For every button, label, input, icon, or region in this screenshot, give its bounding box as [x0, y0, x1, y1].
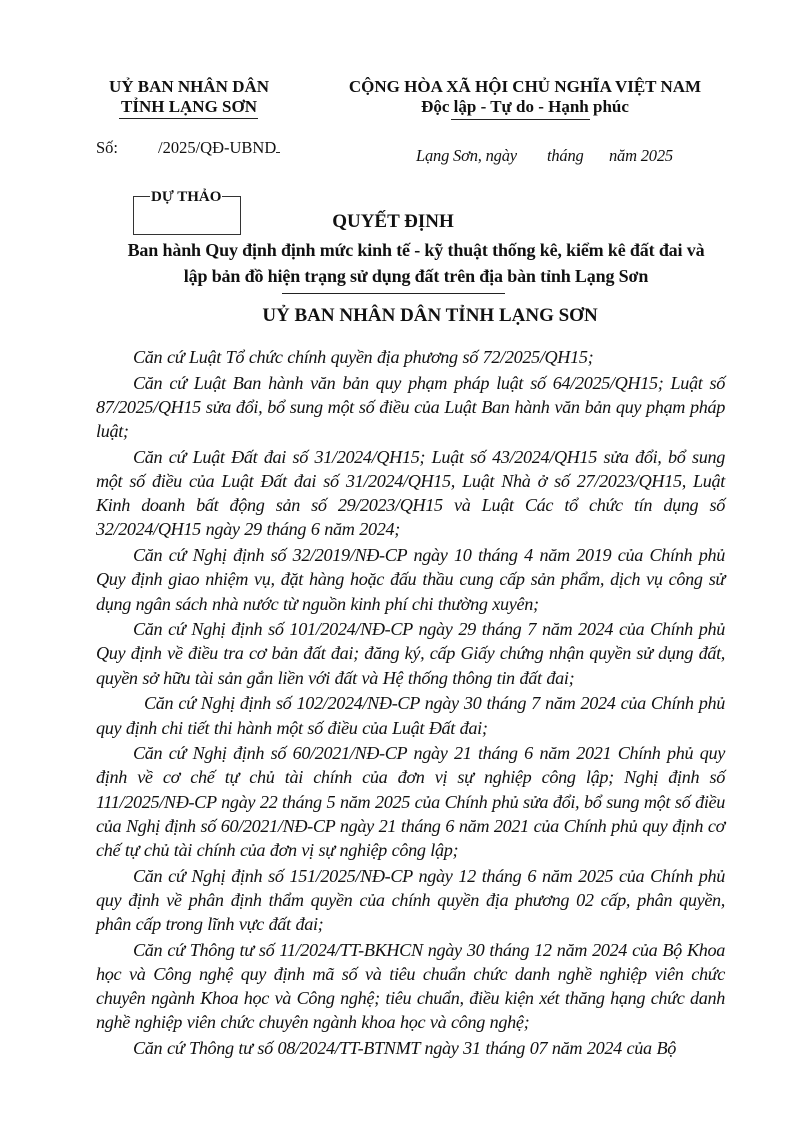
document-subtitle: Ban hành Quy định định mức kinh tế - kỹ thuật thống kê, kiểm kê đất đai và lập bản đồ hiện trạng sử dụng đất trên địa bàn tỉnh Lạng Sơn: [127, 240, 705, 286]
legal-basis-item: Căn cứ Nghị định số 102/2024/NĐ-CP ngày 30 tháng 7 năm 2024 của Chính phủ quy định chi tiết thi hành một số điều của Luật Đất đai;: [96, 693, 725, 738]
issuing-authority-line2: TỈNH LẠNG SƠN: [120, 97, 258, 116]
legal-basis-item: Căn cứ Luật Ban hành văn bản quy phạm pháp luật số 64/2025/QH15; Luật số 87/2025/QH15 sửa đổi, bổ sung một số điều của Luật Ban hành văn bản quy phạm pháp luật;: [96, 372, 725, 442]
issuer-heading: UỶ BAN NHÂN DÂN TỈNH LẠNG SƠN: [262, 305, 598, 326]
national-motto: Độc lập - Tự do - Hạnh phúc: [421, 97, 629, 116]
legal-basis-item: Căn cứ Luật Đất đai số 31/2024/QH15; Luật số 43/2024/QH15 sửa đổi, bổ sung một số điều của Luật Đất đai số 31/2024/QH15, Luật Nhà ở số 27/2023/QH15, Luật Kinh doanh bất động sản số 29/2023/QH15 và Luật Các tổ chức tín dụng số 32/2024/QH15 ngày 29 tháng 6 năm 2024;: [96, 446, 725, 540]
date-place-day: Lạng Sơn, ngày: [416, 146, 517, 165]
doc-number-value: /2025/QĐ-UBND: [158, 138, 280, 158]
authority-underline: [119, 118, 258, 119]
legal-basis-item: Căn cứ Luật Tổ chức chính quyền địa phương số 72/2025/QH15;: [133, 347, 594, 367]
legal-basis-item: Căn cứ Nghị định số 101/2024/NĐ-CP ngày 29 tháng 7 năm 2024 của Chính phủ Quy định về điều tra cơ bản đất đai; đăng ký, cấp Giấy chứng nhận quyền sử dụng đất, quyền sở hữu tài sản gắn liền với đất và Hệ thống thông tin đất đai;: [96, 619, 725, 688]
date-year: năm 2025: [609, 146, 673, 165]
legal-basis-item: Căn cứ Nghị định số 151/2025/NĐ-CP ngày 12 tháng 6 năm 2025 của Chính phủ quy định về phân định thẩm quyền của chính quyền địa phương 02 cấp, phân quyền, phân cấp trong lĩnh vực đất đai;: [96, 865, 725, 935]
motto-underline: [451, 119, 590, 120]
draft-stamp-label: DỰ THẢO: [151, 189, 222, 205]
issuing-authority-line1: UỶ BAN NHÂN DÂN: [108, 77, 270, 96]
legal-basis-item: Căn cứ Nghị định số 32/2019/NĐ-CP ngày 10 tháng 4 năm 2019 của Chính phủ Quy định giao nhiệm vụ, đặt hàng hoặc đấu thầu cung cấp sản phẩm, dịch vụ công sử dụng ngân sách nhà nước từ nguồn kinh phí chi thường xuyên;: [96, 545, 725, 614]
legal-basis-item: Căn cứ Thông tư số 11/2024/TT-BKHCN ngày 30 tháng 12 năm 2024 của Bộ Khoa học và Công nghệ quy định mã số và tiêu chuẩn chức danh nghề nghiệp viên chức chuyên ngành Khoa học và Công nghệ; tiêu chuẩn, điều kiện xét thăng hạng chức danh nghề nghiệp viên chức chuyên ngành khoa học và công nghệ;: [96, 939, 725, 1033]
legal-bases: [96, 345, 725, 1062]
legal-basis-item: Căn cứ Thông tư số 08/2024/TT-BTNMT ngày 31 tháng 07 năm 2024 của Bộ: [133, 1038, 676, 1059]
title-separator: [282, 293, 505, 294]
date-month: tháng: [547, 146, 584, 165]
legal-basis-item: Căn cứ Nghị định số 60/2021/NĐ-CP ngày 21 tháng 6 năm 2021 Chính phủ quy định về cơ chế tự chủ tài chính của đơn vị sự nghiệp công lập; Nghị định số 111/2025/NĐ-CP ngày 22 tháng 5 năm 2025 của Chính phủ sửa đổi, bổ sung một số điều của Nghị định số 60/2021/NĐ-CP ngày 21 tháng 6 năm 2021 của Chính phủ quy định cơ chế tự chủ tài chính của đơn vị sự nghiệp công lập;: [96, 743, 725, 861]
national-title: CỘNG HÒA XÃ HỘI CHỦ NGHĨA VIỆT NAM: [348, 77, 702, 96]
document-title: QUYẾT ĐỊNH: [332, 211, 454, 232]
doc-number-label: Số:: [96, 138, 119, 157]
